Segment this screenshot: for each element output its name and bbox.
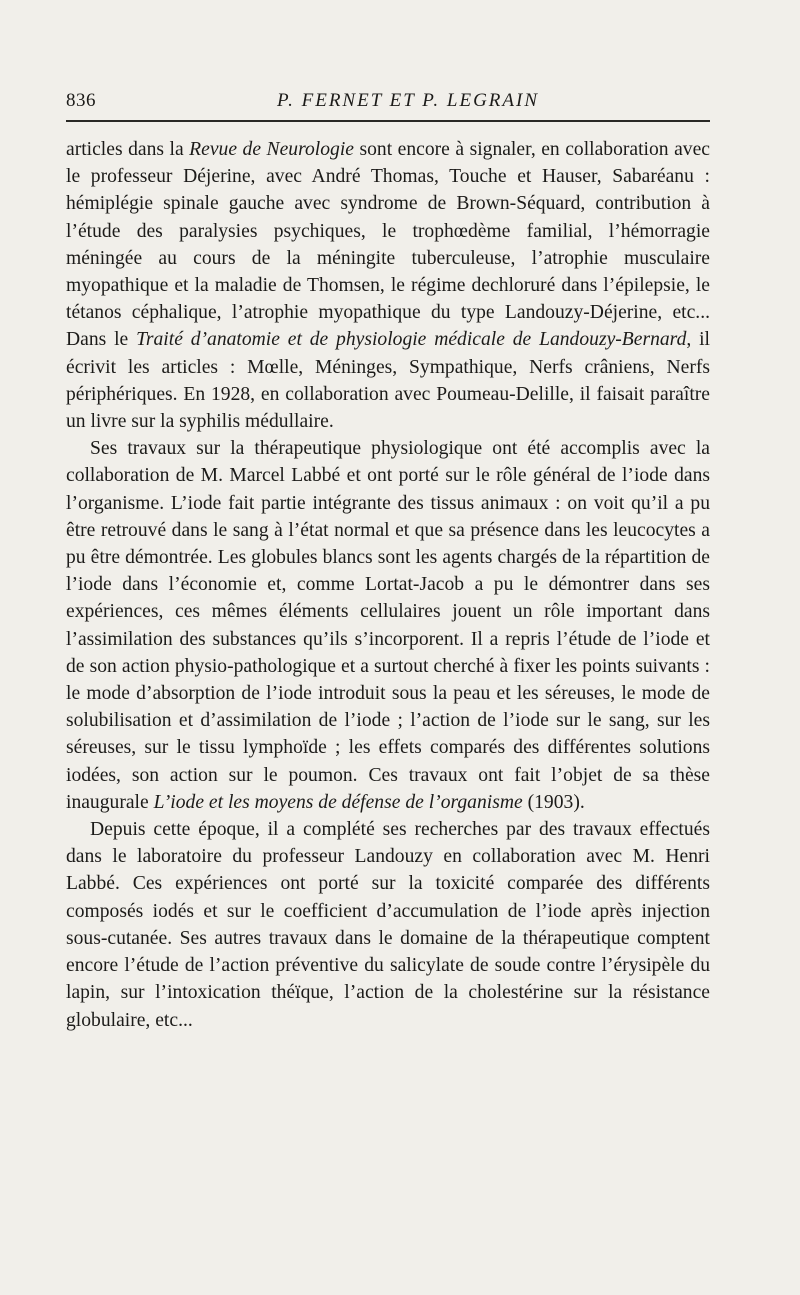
paragraph-3-text: Depuis cette époque, il a complété ses recherches par des travaux effectués dans le laboratoire du professeur Landouzy en collaboration avec M. Henri Labbé. Ces expériences ont porté sur la toxicité comparée des différents composés iodés et sur le coefficient d’accumulation de l’iode après injection sous-cutanée. Ses autres travaux dans le domaine de la thérapeutique comptent encore l’étude de l’action préventive du salicylate de soude contre l’érysipèle du lapin, sur l’intoxication théïque, l’action de la cholestérine sur la résistance globulaire, etc... (66, 819, 710, 1031)
book-title-traite-d-anatomie: Traité d’anatomie et de physiologie médicale de Landouzy-Bernard (136, 329, 687, 351)
running-head (66, 80, 710, 120)
paragraph-2-text-b: (1903). (522, 791, 585, 813)
paragraph-1-text-a: articles dans la (66, 139, 190, 160)
journal-title-revue-de-neurologie: Revue de Neurologie (189, 139, 354, 160)
paragraph-3 (66, 816, 710, 1034)
header-rule (66, 120, 710, 122)
paragraph-2 (66, 435, 710, 816)
paragraph-1 (66, 136, 710, 435)
body-text (66, 136, 710, 1034)
paragraph-1-text-b: sont encore à signaler, en collaboration avec le professeur Déjerine, avec André Thomas, Touche et Hauser, Sabaréanu : hémiplégie spinale gauche avec syndrome de Brown-Séquard, contribution à l’étude des paralysies psychiques, le trophœdème familial, l’hémorragie méningée au cours de la méningite tuberculeuse, l’atrophie musculaire myopathique et la maladie de Thomsen, le régime dechloruré dans l’épilepsie, le tétanos céphalique, l’atrophie myopathique du type Landouzy-Déjerine, etc... Dans le (66, 139, 710, 351)
page-number: 836 (66, 90, 96, 111)
thesis-title-l-iode: L’iode et les moyens de défense de l’organisme (153, 791, 523, 813)
running-title: P. FERNET ET P. LEGRAIN (276, 90, 540, 111)
paragraph-1-text-c: , il écrivit les articles : Mœlle, Méninges, Sympathique, Nerfs crâniens, Nerfs périphériques. En 1928, en collaboration avec Poumeau-Delille, il faisait paraître un livre sur la syphilis médullaire. (66, 329, 710, 433)
paragraph-2-text-a: Ses travaux sur la thérapeutique physiologique ont été accomplis avec la collaboration de M. Marcel Labbé et ont porté sur le rôle général de l’iode dans l’organisme. L’iode fait partie intégrante des tissus animaux : on voit qu’il a pu être retrouvé dans le sang à l’état normal et que sa présence dans les leucocytes a pu être démontrée. Les globules blancs sont les agents chargés de la répartition de l’iode dans l’économie et, comme Lortat-Jacob a pu le démontrer dans ses expériences, ces mêmes éléments cellulaires jouent un rôle important dans l’assimilation des substances qu’ils s’incorporent. Il a repris l’étude de l’iode et de son action physio-pathologique et a surtout cherché à fixer les points suivants : le mode d’absorption de l’iode introduit sous la peau et les séreuses, le mode de solubilisation et d’assimilation de l’iode ; l’action de l’iode sur le sang, sur les séreuses, sur le tissu lymphoïde ; les effets comparés des différentes solutions iodées, son action sur le poumon. Ces travaux ont fait l’objet de sa thèse inaugurale (66, 438, 710, 813)
book-page (66, 80, 710, 1034)
